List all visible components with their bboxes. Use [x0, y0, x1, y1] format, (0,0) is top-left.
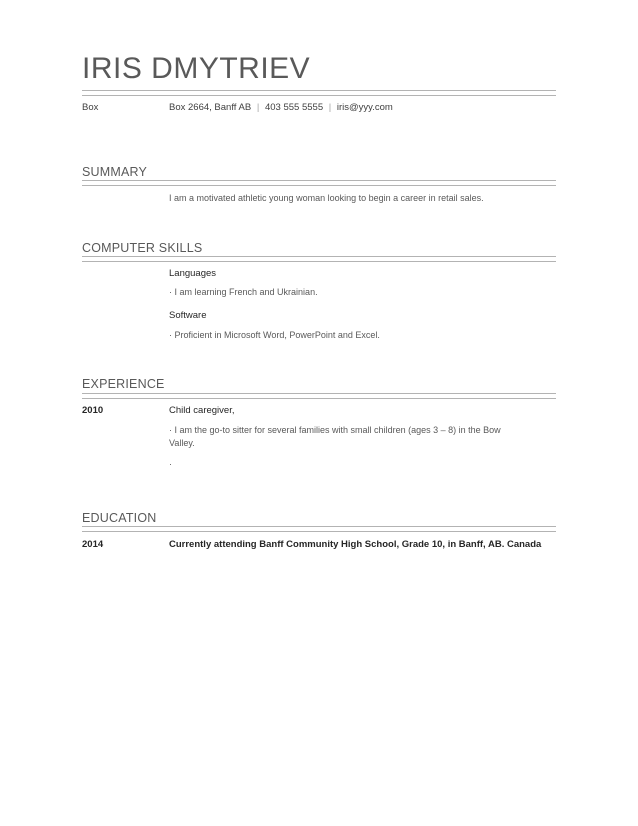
contact-phone: 403 555 5555 — [264, 102, 324, 113]
education-heading: EDUCATION — [82, 511, 157, 525]
experience-heading: EXPERIENCE — [82, 377, 165, 391]
contact-email: iris@yyy.com — [336, 102, 393, 113]
summary-rule — [82, 180, 556, 186]
skills-languages-bullet: · I am learning French and Ukrainian. — [169, 287, 318, 297]
education-year: 2014 — [82, 539, 104, 550]
resume-name: IRIS DMYTRIEV — [82, 52, 311, 85]
contact-separator: | — [256, 102, 260, 113]
contact-address: Box 2664, Banff AB — [169, 102, 252, 113]
experience-year: 2010 — [82, 405, 104, 416]
header-rule — [82, 90, 556, 96]
skills-languages-title: Languages — [169, 268, 217, 279]
summary-heading: SUMMARY — [82, 165, 148, 179]
experience-extra-bullet: · — [169, 459, 172, 469]
education-text: Currently attending Banff Community High School, Grade 10, in Banff, AB. Canada — [169, 539, 542, 550]
summary-text: I am a motivated athletic young woman looking to begin a career in retail sales. — [169, 193, 484, 203]
contact-separator: | — [328, 102, 332, 113]
skills-rule — [82, 256, 556, 262]
contact-label: Box — [82, 102, 99, 113]
skills-software-title: Software — [169, 310, 207, 321]
experience-rule — [82, 393, 556, 399]
experience-role: Child caregiver, — [169, 405, 235, 416]
skills-heading: COMPUTER SKILLS — [82, 241, 203, 255]
contact-line — [169, 102, 393, 113]
education-rule — [82, 526, 556, 532]
skills-software-bullet: · Proficient in Microsoft Word, PowerPoint and Excel. — [169, 330, 380, 340]
experience-bullet: · I am the go-to sitter for several families with small children (ages 3 – 8) in the Bow Valley. — [169, 425, 501, 448]
